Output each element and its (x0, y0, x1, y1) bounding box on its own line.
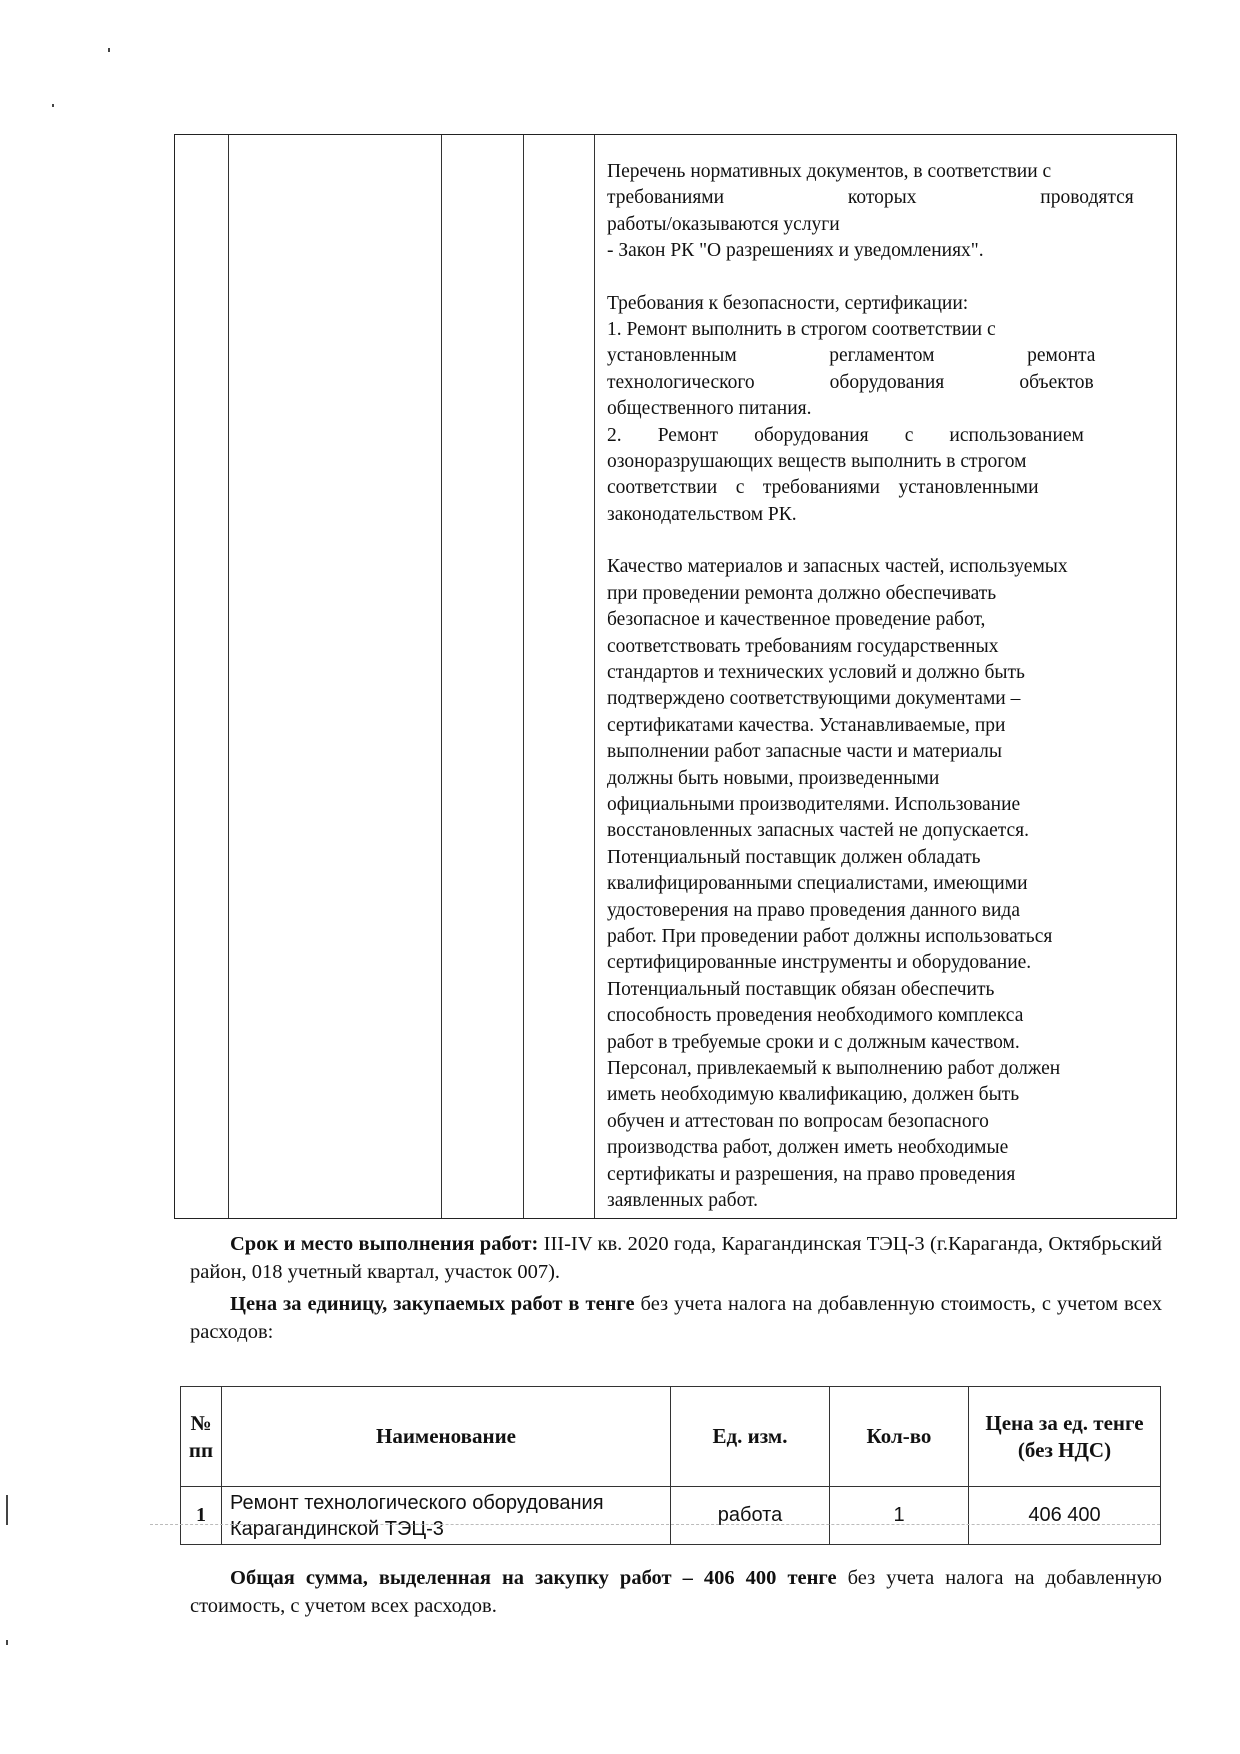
header-unit: Ед. изм. (671, 1387, 830, 1487)
quality-line: Качество материалов и запасных частей, используемых (607, 556, 1068, 578)
quality-line: Потенциальный поставщик обязан обеспечить (607, 978, 995, 1000)
dashed-rule (150, 1524, 1160, 1525)
requirements-cell (607, 159, 1158, 1214)
quality-line: выполнении работ запасные части и материалы (607, 741, 1003, 763)
requirements-table (174, 134, 1177, 1219)
quality-line: официальными производителями. Использование (607, 793, 1021, 815)
row-name-line: Карагандинской ТЭЦ-3 (230, 1517, 444, 1540)
term-paragraph (190, 1230, 1162, 1286)
scan-mark (6, 1495, 8, 1525)
normative-docs-line: работы/оказываются услуги (607, 213, 840, 235)
safety-line: общественного питания. (607, 398, 812, 420)
header-qty: Кол-во (830, 1387, 969, 1487)
term-text: III-IV кв. 2020 года, Карагандинская ТЭЦ-3 (г.Караганда, Октябрьский район, 018 учетный квартал, участок 007). (190, 1233, 1162, 1283)
safety-line: законодательством РК. (607, 503, 797, 525)
safety-line: 1. Ремонт выполнить в строгом соответствии с (607, 319, 996, 341)
quality-line: безопасное и качественное проведение работ, (607, 609, 986, 631)
row-price: 406 400 (969, 1487, 1161, 1545)
quality-line: Потенциальный поставщик должен обладать (607, 846, 981, 868)
law-reference: - Закон РК "О разрешениях и уведомлениях". (607, 240, 984, 262)
quality-line: работ в требуемые сроки и с должным качеством. (607, 1031, 1020, 1053)
unit-price-paragraph (190, 1290, 1162, 1346)
unit-price-label: Цена за единицу, закупаемых работ в тенге (230, 1293, 635, 1315)
scan-mark (6, 1640, 8, 1645)
header-name: Наименование (222, 1387, 671, 1487)
row-name (222, 1487, 671, 1545)
quality-requirements (607, 554, 1158, 1214)
quality-line: способность проведения необходимого комплекса (607, 1005, 1024, 1027)
quality-line: иметь необходимую квалификацию, должен быть (607, 1084, 1020, 1106)
quality-line: должны быть новыми, произведенными (607, 767, 940, 789)
quality-line: удостоверения на право проведения данного вида (607, 899, 1020, 921)
row-name-line: Ремонт технологического оборудования (230, 1491, 604, 1514)
quality-line: восстановленных запасных частей не допускается. (607, 820, 1029, 842)
table-header-row (181, 1387, 1161, 1487)
quality-line: сертифицированные инструменты и оборудование. (607, 952, 1032, 974)
safety-line: технологического оборудования объектов (607, 371, 1094, 393)
term-label: Срок и место выполнения работ: (230, 1233, 539, 1255)
row-qty: 1 (830, 1487, 969, 1545)
quality-line: квалифицированными специалистами, имеющими (607, 873, 1028, 895)
quality-line: стандартов и технических условий и должно быть (607, 661, 1025, 683)
quality-line: соответствовать требованиям государственных (607, 635, 999, 657)
row-unit: работа (671, 1487, 830, 1545)
total-text: без учета налога на добавленную стоимость, с учетом всех расходов. (190, 1567, 1162, 1617)
table-column-divider (441, 135, 442, 1218)
header-num: № пп (181, 1387, 222, 1487)
safety-line: 2. Ремонт оборудования с использованием (607, 424, 1084, 446)
quality-line: сертификатами качества. Устанавливаемые, при (607, 714, 1006, 736)
safety-heading: Требования к безопасности, сертификации: (607, 292, 969, 314)
quality-line: обучен и аттестован по вопросам безопасного (607, 1110, 989, 1132)
table-column-divider (594, 135, 595, 1218)
quality-line: заявленных работ. (607, 1190, 759, 1212)
quality-line: Персонал, привлекаемый к выполнению работ должен (607, 1058, 1061, 1079)
quality-line: работ. При проведении работ должны использоваться (607, 925, 1053, 947)
header-price: Цена за ед. тенге (без НДС) (969, 1387, 1161, 1487)
table-row (181, 1487, 1161, 1545)
total-paragraph (190, 1564, 1162, 1620)
table-column-divider (228, 135, 229, 1218)
quality-line: сертификаты и разрешения, на право проведения (607, 1163, 1016, 1185)
normative-docs-line: Перечень нормативных документов, в соответствии с (607, 161, 1052, 182)
safety-line: соответствии с требованиями установленными (607, 477, 1039, 499)
row-num: 1 (181, 1487, 222, 1545)
price-table (180, 1386, 1161, 1545)
quality-line: производства работ, должен иметь необходимые (607, 1137, 1009, 1159)
quality-line: при проведении ремонта должно обеспечивать (607, 582, 997, 604)
safety-line: озоноразрушающих веществ выполнить в строгом (607, 451, 1027, 473)
normative-docs-line: требованиями которых проводятся (607, 187, 1134, 209)
unit-price-text: без учета налога на добавленную стоимость, с учетом всех расходов: (190, 1293, 1163, 1343)
safety-line: установленным регламентом ремонта (607, 345, 1096, 367)
scan-mark (52, 104, 54, 107)
scan-mark (108, 48, 110, 52)
total-label: Общая сумма, выделенная на закупку работ – 406 400 тенге (230, 1567, 837, 1589)
table-column-divider (523, 135, 524, 1218)
quality-line: подтверждено соответствующими документами – (607, 688, 1021, 710)
